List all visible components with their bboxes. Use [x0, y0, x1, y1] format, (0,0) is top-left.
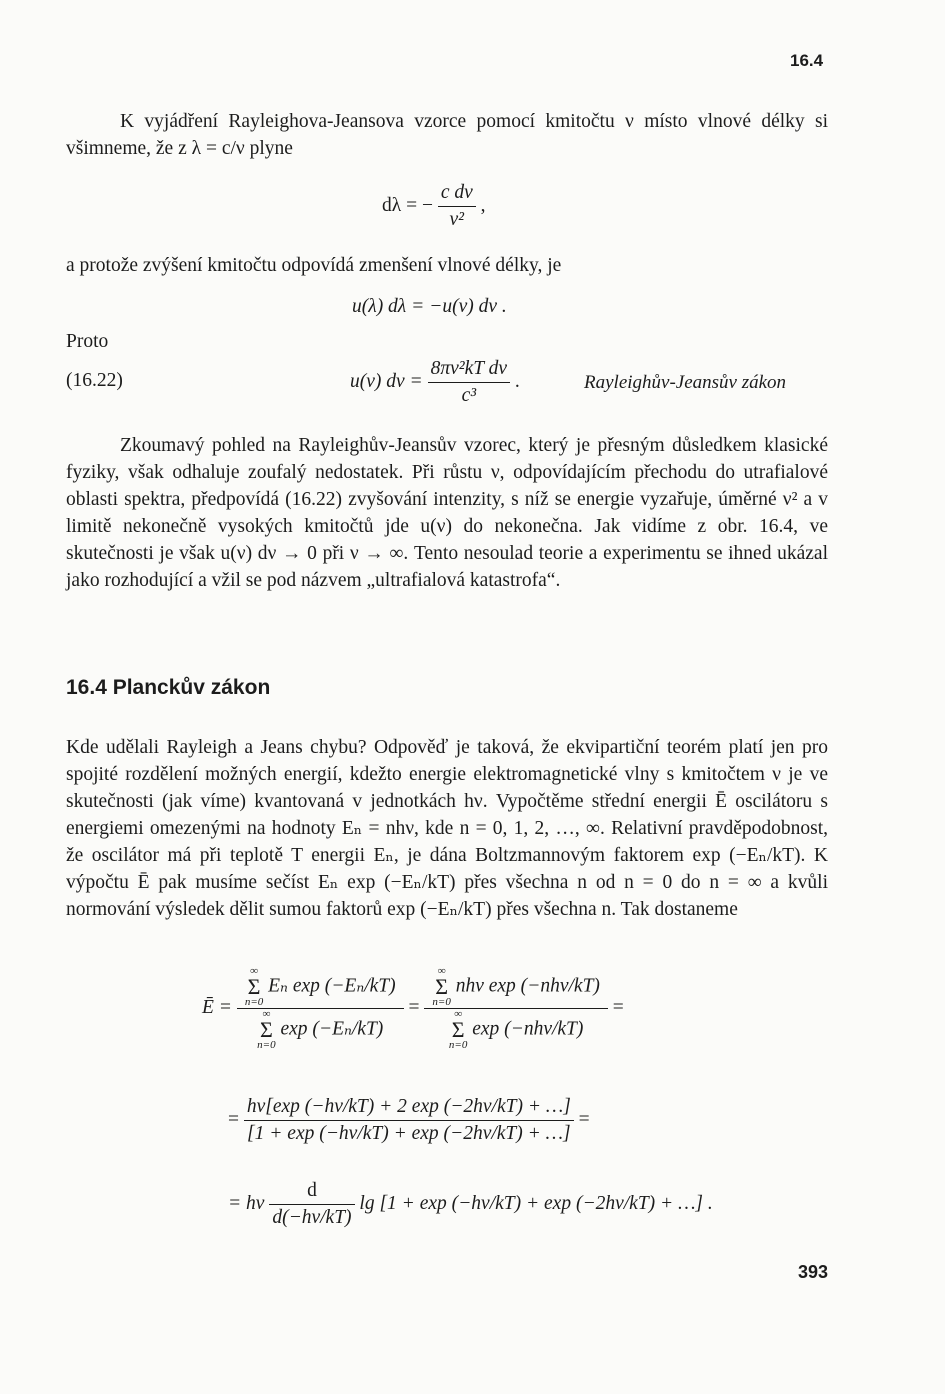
equation-mean-energy	[202, 966, 624, 1051]
eq-lhs: Ē =	[202, 996, 232, 1018]
fraction-numerator: 8πν²kT dν	[428, 356, 510, 383]
fraction	[428, 356, 510, 409]
equation-label: Rayleighův-Jeansův zákon	[584, 372, 787, 393]
fraction-denominator: d(−hν/kT)	[272, 1207, 352, 1228]
equation-dlambda	[382, 180, 486, 233]
fraction-denominator: [1 + exp (−hν/kT) + exp (−2hν/kT) + …]	[247, 1123, 571, 1144]
equation-rayleigh-jeans	[350, 356, 520, 409]
fraction	[438, 180, 476, 233]
paragraph-text: K vyjádření Rayleighova-Jeansova vzorce pomocí kmitočtu ν místo vlnové délky si všimneme, že z λ = c/ν plyne	[66, 111, 828, 159]
eq-lhs: dλ = −	[382, 194, 433, 216]
fraction-numerator: hν[exp (−hν/kT) + 2 exp (−2hν/kT) + …]	[244, 1094, 574, 1121]
paragraph-text: Kde udělali Rayleigh a Jeans chybu? Odpověď je taková, že ekvipartiční teorém platí jen pro spojité rozdělení možných energií, kdežto energie elektromagnetické vlny s kmitočtem ν je ve skutečnosti (jak víme) kvantovaná v jednotkách hν. Vypočtěme střední energii Ē oscilátoru s energiemi omezenými na hodnoty Eₙ = nhν, kde n = 0, 1, 2, …, ∞. Relativní pravděpodobnost, že oscilátor má při teplotě T energii Eₙ, je dána Boltzmannovým faktorem exp (−Eₙ/kT). K výpočtu Ē pak musíme sečíst Eₙ exp (−Eₙ/kT) přes všechna n od n = 0 do n = ∞ a kvůli normování výsledek dělit sumou faktorů exp (−Eₙ/kT) přes všechna n. Tak dostaneme	[66, 737, 828, 920]
eq-tail: ,	[480, 194, 486, 216]
fraction	[244, 1094, 574, 1147]
fraction-denominator: c³	[461, 385, 477, 406]
fraction-numerator: ∞ Σ n=0 nhν exp (−nhν/kT)	[424, 966, 608, 1009]
paragraph-planck	[66, 734, 828, 923]
fraction	[237, 966, 404, 1051]
eq-equals: =	[408, 996, 420, 1018]
paragraph-ultraviolet	[66, 432, 828, 594]
eq-suffix: lg [1 + exp (−hν/kT) + exp (−2hν/kT) + …] .	[359, 1192, 713, 1214]
paragraph-intro	[66, 108, 828, 162]
fraction-denominator: ∞ Σ n=0 exp (−nhν/kT)	[448, 1008, 584, 1051]
paragraph-text: a protože zvýšení kmitočtu odpovídá zmenšení vlnové délky, je	[66, 255, 562, 276]
fraction-numerator: c dν	[438, 180, 476, 207]
paragraph-text: Zkoumavý pohled na Rayleighův-Jeansův vzorec, který je přesným důsledkem klasické fyziky, však odhaluje zoufalý nedostatek. Při růstu ν, odpovídajícím přechodu do utrafialové oblasti spektra, předpovídá (16.22) zvyšování intenzity, s níž se energie vyzařuje, úměrné ν² a v limitě nekonečně vysokých kmitočtů jde u(ν) do nekonečna. Jak vidíme z obr. 16.4, ve skutečnosti je však u(ν) dν → 0 při ν → ∞. Tento nesoulad teorie a experimentu se ihned ukázal jako rozhodující a vžil se pod názvem „ultrafialová katastrofa“.	[66, 435, 828, 591]
sum-symbol: ∞ Σ n=0	[432, 965, 451, 1008]
eq-equals: =	[228, 1108, 239, 1130]
eq-equals: =	[578, 1108, 590, 1130]
sum-symbol: ∞ Σ n=0	[257, 1008, 276, 1051]
page-number: 393	[798, 1262, 829, 1282]
equation-u-lambda: u(λ) dλ = −u(ν) dν .	[352, 296, 507, 317]
paragraph-transition	[66, 252, 828, 279]
fraction-numerator: d	[269, 1178, 354, 1205]
equation-series-ratio	[228, 1094, 590, 1147]
eq-tail: .	[514, 370, 520, 392]
section-title: 16.4 Planckův zákon	[66, 676, 271, 699]
eq-prefix: = hν	[228, 1192, 265, 1214]
equation-log-derivative	[228, 1178, 713, 1231]
equation-number: (16.22)	[66, 370, 123, 391]
sum-symbol: ∞ Σ n=0	[448, 1008, 468, 1051]
fraction	[424, 966, 608, 1051]
paragraph-proto	[66, 328, 828, 355]
eq-lhs: u(ν) dν =	[350, 370, 423, 392]
fraction	[269, 1178, 354, 1231]
fraction-numerator: ∞ Σ n=0 Eₙ exp (−Eₙ/kT)	[237, 966, 404, 1009]
paragraph-text: Proto	[66, 331, 109, 352]
section-number-header: 16.4	[790, 51, 824, 70]
fraction-denominator: ∞ Σ n=0 exp (−Eₙ/kT)	[257, 1008, 384, 1051]
sum-symbol: ∞ Σ n=0	[244, 965, 264, 1008]
eq-equals: =	[612, 996, 624, 1018]
fraction-denominator: ν²	[449, 209, 465, 230]
